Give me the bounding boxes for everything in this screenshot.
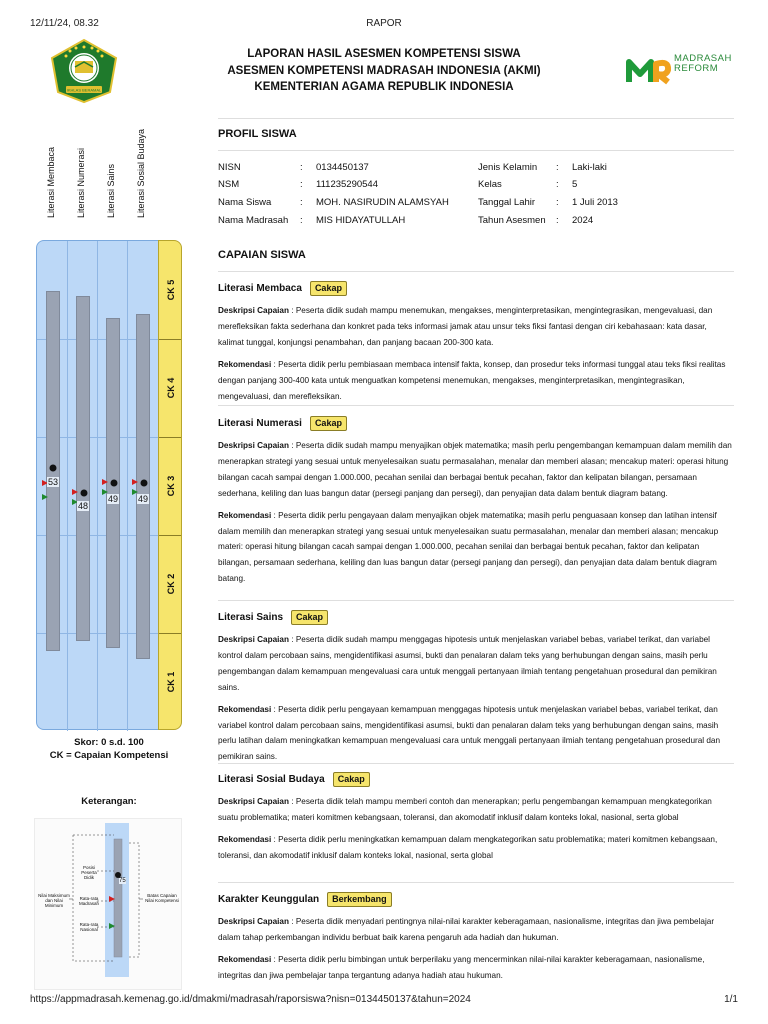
mr-logo-line1: MADRASAH [674, 53, 732, 64]
achievement-description: Deskripsi Capaian : Peserta didik sudah mampu menggagas hipotesis untuk menjelaskan variabel bebas, variabel terikat, dan variabel kontrol dalam percobaan sains, mengidentifikasi asumsi, bukti dan penalaran dalam teks yang berhubungan dengan sains, masih perlu pengembangan dalam kemampuan mengevaluasi cara untuk menggali pertanyaan ilmiah tentang pengetahuan prosedural dan pemikiran sains. [218, 635, 717, 692]
achievement-title: Literasi Sains [218, 611, 284, 623]
column-label: Literasi Numerasi [76, 147, 86, 218]
report-title-line1: LAPORAN HASIL ASESMEN KOMPETENSI SISWA [247, 48, 521, 60]
kemenag-emblem-icon [48, 38, 120, 104]
achievement-description: Deskripsi Capaian : Peserta didik menyadari pentingnya nilai-nilai karakter keberagamaan, nasionalisme, integritas dan jiwa pembelajar dalam tahap perkembangan individu berbuat baik karena pengaruh ada hadiah dan hukuman. [218, 917, 715, 942]
achievement-recommendation: Rekomendasi : Peserta didik perlu bimbingan untuk berperilaku yang mencerminkan nilai-nilai karakter keberagamaan, nasionalisme, integritas dan jiwa pembelajar tanpa tergantung adanya hadiah atau hukuman. [218, 954, 705, 980]
print-datetime: 12/11/24, 08.32 [30, 18, 99, 29]
divider [218, 882, 734, 883]
divider [218, 150, 734, 151]
chart-plot-area [36, 240, 158, 730]
ck-level-2: CK 2 [166, 573, 176, 595]
madrasah-reform-logo-icon [626, 52, 736, 92]
ck-level-strip [158, 240, 182, 730]
print-header [30, 18, 738, 32]
legend-diagram [34, 818, 182, 990]
divider [218, 763, 734, 764]
profile-row: Nama Madrasah : MIS HIDAYATULLAH Tahun Asesmen : 2024 [218, 215, 594, 226]
achievement-recommendation: Rekomendasi : Peserta didik perlu pengayaan kemampuan menggagas hipotesis untuk menjelaskan variabel bebas, variabel terikat, dan variabel kontrol dalam percobaan sains, mengidentifikasi asumsi, bukti dan penalaran dalam teks yang berhubungan dengan sains, masih perlu latihan dalam meningkatkan kemampuan mengevaluasi cara untuk menggali pertanyaan ilmiah tentang pengetahuan prosedural dan pemikiran sains. [218, 704, 721, 762]
report-title [170, 46, 598, 96]
achievement-recommendation: Rekomendasi : Peserta didik perlu meningkatkan kemampuan dalam mengkategorikan satu problematika; materi komitmen kebangsaan, toleransi, dan akomodatif inklusif dalam konteks lokal, nasional, serta global [218, 834, 718, 860]
ck-level-1: CK 1 [166, 671, 176, 693]
grid-line [97, 241, 98, 731]
legend-posisi: Posisi Peserta Didik [81, 865, 97, 880]
legend-batas-capaian: Batas Capaian Nilai Kompetensi [145, 893, 179, 903]
achievement-literasi-sosial-budaya [218, 770, 734, 864]
status-badge: Cakap [310, 281, 347, 296]
profile-row: Nama Siswa : MOH. NASIRUDIN ALAMSYAH Tanggal Lahir : 1 Juli 2013 [218, 197, 618, 208]
divider [218, 405, 734, 406]
divider [218, 118, 734, 119]
ck-level-4: CK 4 [166, 377, 176, 399]
report-title-line3: KEMENTERIAN AGAMA REPUBLIK INDONESIA [254, 81, 514, 93]
column-label: Literasi Sains [106, 163, 116, 218]
achievement-title: Literasi Sosial Budaya [218, 773, 325, 785]
status-badge: Berkembang [327, 892, 392, 907]
achievement-recommendation: Rekomendasi : Peserta didik perlu pengayaan dalam menyajikan objek matematika; masih perlu penguasaan konsep dan latihan intensif dalam memilih dan menerapkan strategi yang sesuai untuk menyelesaikan suatu permasalahan, menalar dan memberi alasan; mencakup materi: operasi hitung bilangan cacah sampai dengan 1.000.000, pecahan senilai dan berbagai bentuk pecahan, faktor dan kelipatan bilangan, persamaan sederhana, keliling dan luas bangun datar (persegi panjang dan persegi), dan penyajian data dalam bentuk diagram batang. [218, 510, 719, 584]
page-url-link[interactable]: https://appmadrasah.kemenag.go.id/dmakmi/madrasah/raporsiswa?nisn=0134450137&tahun=2024 [30, 994, 471, 1005]
ck-level-5: CK 5 [166, 279, 176, 301]
chart-caption-score: Skor: 0 s.d. 100 [74, 737, 144, 748]
achievement-title: Karakter Keunggulan [218, 893, 320, 905]
score-label: 49 [108, 494, 119, 504]
mr-logo-text [674, 54, 732, 74]
profile-row: NISN : 0134450137 Jenis Kelamin : Laki-laki [218, 162, 607, 173]
chart-caption-ck: CK = Capaian Kompetensi [49, 750, 169, 761]
legend-rata-madrasah: Rata-rata Madrasah [78, 896, 99, 906]
legend-sample-score: 75 [119, 878, 126, 884]
achievement-description: Deskripsi Capaian : Peserta didik sudah mampu menemukan, mengakses, menginterpretasikan, mengintegrasikan, mengevaluasi, dan merefleksikan fakta sederhana dan konkret pada teks informasi jamak atau unsur teks fiksi fantasi dengan ciri kebahasaan: kata dasar, kalimat tunggal, konjungsi penambahan, dan panjang bacaan 200-300 kata. [218, 306, 713, 347]
divider [218, 271, 734, 272]
achievement-title: Literasi Numerasi [218, 417, 302, 429]
achievement-description: Deskripsi Capaian : Peserta didik telah mampu memberi contoh dan menerapkan; perlu pengembangan kemampuan mengkategorikan suatu problematika; materi komitmen kebangsaan, toleransi, dan akomodatif inklusif dalam konteks lokal, nasional, serta global [218, 797, 712, 822]
chart-caption [36, 736, 182, 762]
print-title: RAPOR [366, 18, 402, 29]
score-label: 49 [138, 494, 149, 504]
divider [218, 600, 734, 601]
status-badge: Cakap [333, 772, 370, 787]
achievement-heading: CAPAIAN SISWA [218, 249, 306, 261]
ck-chart [36, 240, 182, 730]
chart-column-labels [36, 120, 182, 228]
score-label: 53 [48, 477, 59, 487]
legend-rata-nasional: Rata-rata Nasional [79, 922, 99, 932]
achievement-title: Literasi Membaca [218, 282, 302, 294]
achievement-recommendation: Rekomendasi : Peserta didik perlu pembiasaan membaca intensif fakta, konsep, dan prosedur teks informasi tunggal atau teks fiksi realitas dengan panjang 300-400 kata untuk menguatkan kompetensi menemukan, mengakses, menginterpretasikan, mengintegrasikan, mengevaluasi, dan merefleksikan. [218, 359, 726, 401]
page-number: 1/1 [724, 994, 738, 1005]
report-title-line2: ASESMEN KOMPETENSI MADRASAH INDONESIA (AKMI) [227, 64, 541, 77]
mr-logo-line2: REFORM [674, 63, 719, 74]
print-footer [30, 994, 738, 1008]
score-label: 48 [78, 501, 89, 511]
column-label: Literasi Sosial Budaya [136, 128, 146, 218]
achievement-literasi-sains [218, 608, 734, 765]
svg-text:IKHLAS BERAMAL: IKHLAS BERAMAL [66, 87, 102, 93]
ck-level-3: CK 3 [166, 475, 176, 497]
achievement-literasi-membaca [218, 279, 734, 404]
status-badge: Cakap [291, 610, 328, 625]
status-badge: Cakap [310, 416, 347, 431]
profile-row: NSM : 111235290544 Kelas : 5 [218, 179, 578, 190]
legend-nilai-max-min: Nilai Maksimum dan Nilai Minimum [38, 893, 70, 908]
profile-heading: PROFIL SISWA [218, 128, 297, 140]
achievement-description: Deskripsi Capaian : Peserta didik sudah mampu menyajikan objek matematika; masih perlu pengembangan kemampuan dalam memilih dan menerapkan strategi yang sesuai untuk menyelesaikan suatu permasalahan, menalar dan memberi alasan; mencakup materi: operasi hitung bilangan cacah sampai dengan 1.000.000, pecahan senilai dan berbagai bentuk pecahan, faktor dan kelipatan bilangan, persamaan sederhana, keliling dan luas bangun datar (persegi panjang dan persegi), dan penyajian data dalam bentuk diagram batang. [218, 441, 732, 498]
range-bar [76, 296, 90, 641]
legend-title: Keterangan: [81, 796, 137, 807]
achievement-karakter-keunggulan [218, 890, 734, 984]
achievement-literasi-numerasi [218, 414, 734, 587]
column-label: Literasi Membaca [46, 146, 56, 218]
